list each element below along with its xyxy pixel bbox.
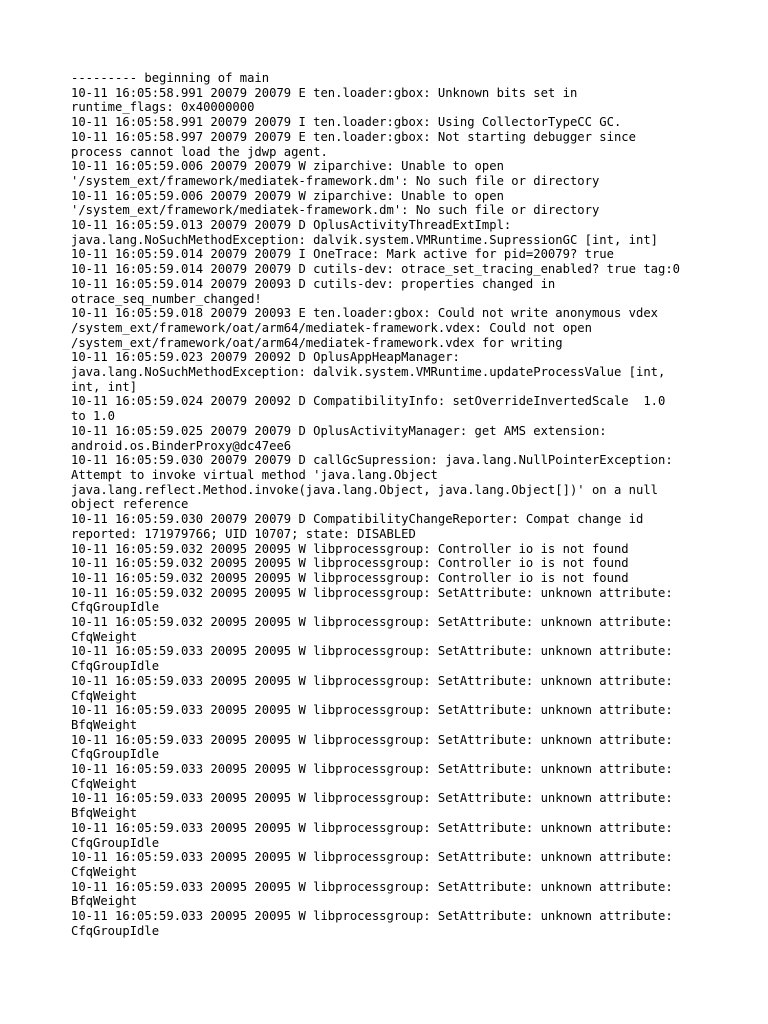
log-line: 10-11 16:05:59.033 20095 20095 W libprocessgroup: SetAttribute: unknown attribute: — [71, 732, 673, 747]
log-line: 10-11 16:05:59.014 20079 20093 D cutils-dev: properties changed in — [71, 276, 556, 291]
log-line: '/system_ext/framework/mediatek-framework.dm': No such file or directory — [71, 203, 600, 218]
log-line: CfqGroupIdle — [71, 747, 160, 762]
log-line: java.lang.NoSuchMethodException: dalvik.system.VMRuntime.updateProcessValue [int, — [71, 365, 666, 380]
log-line: android.os.BinderProxy@dc47ee6 — [71, 438, 292, 453]
log-line: 10-11 16:05:59.030 20079 20079 D CompatibilityChangeReporter: Compat change id — [71, 512, 644, 527]
log-line: java.lang.reflect.Method.invoke(java.lang.Object, java.lang.Object[])' on a null — [71, 482, 658, 497]
log-line: BfqWeight — [71, 894, 138, 909]
log-line: to 1.0 — [71, 409, 116, 424]
log-line: 10-11 16:05:59.033 20095 20095 W libprocessgroup: SetAttribute: unknown attribute: — [71, 850, 673, 865]
log-line: CfqGroupIdle — [71, 600, 160, 615]
log-line: java.lang.NoSuchMethodException: dalvik.system.VMRuntime.SupressionGC [int, int] — [71, 232, 658, 247]
log-line: 10-11 16:05:59.032 20095 20095 W libprocessgroup: SetAttribute: unknown attribute: — [71, 585, 673, 600]
log-line: 10-11 16:05:59.014 20079 20079 D cutils-dev: otrace_set_tracing_enabled? true tag:0 — [71, 262, 681, 277]
log-line: BfqWeight — [71, 806, 138, 821]
log-line: 10-11 16:05:59.025 20079 20079 D OplusActivityManager: get AMS extension: — [71, 423, 607, 438]
log-line: CfqWeight — [71, 864, 138, 879]
log-line: 10-11 16:05:59.023 20079 20092 D OplusAppHeapManager: — [71, 350, 460, 365]
log-line: 10-11 16:05:58.991 20079 20079 I ten.loader:gbox: Using CollectorTypeCC GC. — [71, 115, 622, 130]
log-line: 10-11 16:05:59.033 20095 20095 W libprocessgroup: SetAttribute: unknown attribute: — [71, 820, 673, 835]
log-line: 10-11 16:05:59.032 20095 20095 W libprocessgroup: Controller io is not found — [71, 556, 629, 571]
log-line: 10-11 16:05:59.032 20095 20095 W libprocessgroup: Controller io is not found — [71, 570, 629, 585]
log-line: 10-11 16:05:59.033 20095 20095 W libprocessgroup: SetAttribute: unknown attribute: — [71, 879, 673, 894]
log-line: object reference — [71, 497, 189, 512]
log-line: --------- beginning of main — [71, 71, 270, 85]
log-line: CfqWeight — [71, 629, 138, 644]
log-line: CfqWeight — [71, 688, 138, 703]
log-line: 10-11 16:05:59.033 20095 20095 W libprocessgroup: SetAttribute: unknown attribute: — [71, 703, 673, 718]
log-line: reported: 171979766; UID 10707; state: DISABLED — [71, 526, 416, 541]
log-line: Attempt to invoke virtual method 'java.lang.Object — [71, 467, 438, 482]
log-line: 10-11 16:05:58.991 20079 20079 E ten.loader:gbox: Unknown bits set in — [71, 85, 578, 100]
log-line: /system_ext/framework/oat/arm64/mediatek-framework.vdex: Could not open — [71, 320, 592, 335]
log-line: 10-11 16:05:59.018 20079 20093 E ten.loader:gbox: Could not write anonymous vdex — [71, 306, 658, 321]
log-line: CfqGroupIdle — [71, 835, 160, 850]
log-line: CfqGroupIdle — [71, 659, 160, 674]
log-line: 10-11 16:05:59.006 20079 20079 W ziparchive: Unable to open — [71, 159, 504, 174]
log-line: 10-11 16:05:59.033 20095 20095 W libprocessgroup: SetAttribute: unknown attribute: — [71, 762, 673, 777]
log-line: 10-11 16:05:59.033 20095 20095 W libprocessgroup: SetAttribute: unknown attribute: — [71, 644, 673, 659]
log-line: 10-11 16:05:59.006 20079 20079 W ziparchive: Unable to open — [71, 188, 504, 203]
log-line: runtime_flags: 0x40000000 — [71, 100, 255, 115]
log-line: CfqWeight — [71, 776, 138, 791]
log-line: otrace_seq_number_changed! — [71, 291, 262, 306]
log-line: 10-11 16:05:59.024 20079 20092 D CompatibilityInfo: setOverrideInvertedScale 1.0 — [71, 394, 666, 409]
log-line: 10-11 16:05:59.032 20095 20095 W libprocessgroup: SetAttribute: unknown attribute: — [71, 615, 673, 630]
log-line: 10-11 16:05:59.014 20079 20079 I OneTrace: Mark active for pid=20079? true — [71, 247, 614, 262]
log-line: 10-11 16:05:59.033 20095 20095 W libprocessgroup: SetAttribute: unknown attribute: — [71, 673, 673, 688]
log-line: process cannot load the jdwp agent. — [71, 144, 328, 159]
log-output — [71, 71, 711, 938]
log-line: CfqGroupIdle — [71, 923, 160, 938]
log-line: 10-11 16:05:59.013 20079 20079 D OplusActivityThreadExtImpl: — [71, 218, 512, 233]
log-line: 10-11 16:05:58.997 20079 20079 E ten.loader:gbox: Not starting debugger since — [71, 129, 636, 144]
log-line: /system_ext/framework/oat/arm64/mediatek-framework.vdex for writing — [71, 335, 563, 350]
log-line: int, int] — [71, 379, 138, 394]
log-line: 10-11 16:05:59.033 20095 20095 W libprocessgroup: SetAttribute: unknown attribute: — [71, 909, 673, 924]
log-line: '/system_ext/framework/mediatek-framework.dm': No such file or directory — [71, 173, 600, 188]
log-line: 10-11 16:05:59.033 20095 20095 W libprocessgroup: SetAttribute: unknown attribute: — [71, 791, 673, 806]
log-line: BfqWeight — [71, 717, 138, 732]
log-line: 10-11 16:05:59.032 20095 20095 W libprocessgroup: Controller io is not found — [71, 541, 629, 556]
log-line: 10-11 16:05:59.030 20079 20079 D callGcSupression: java.lang.NullPointerException: — [71, 453, 673, 468]
